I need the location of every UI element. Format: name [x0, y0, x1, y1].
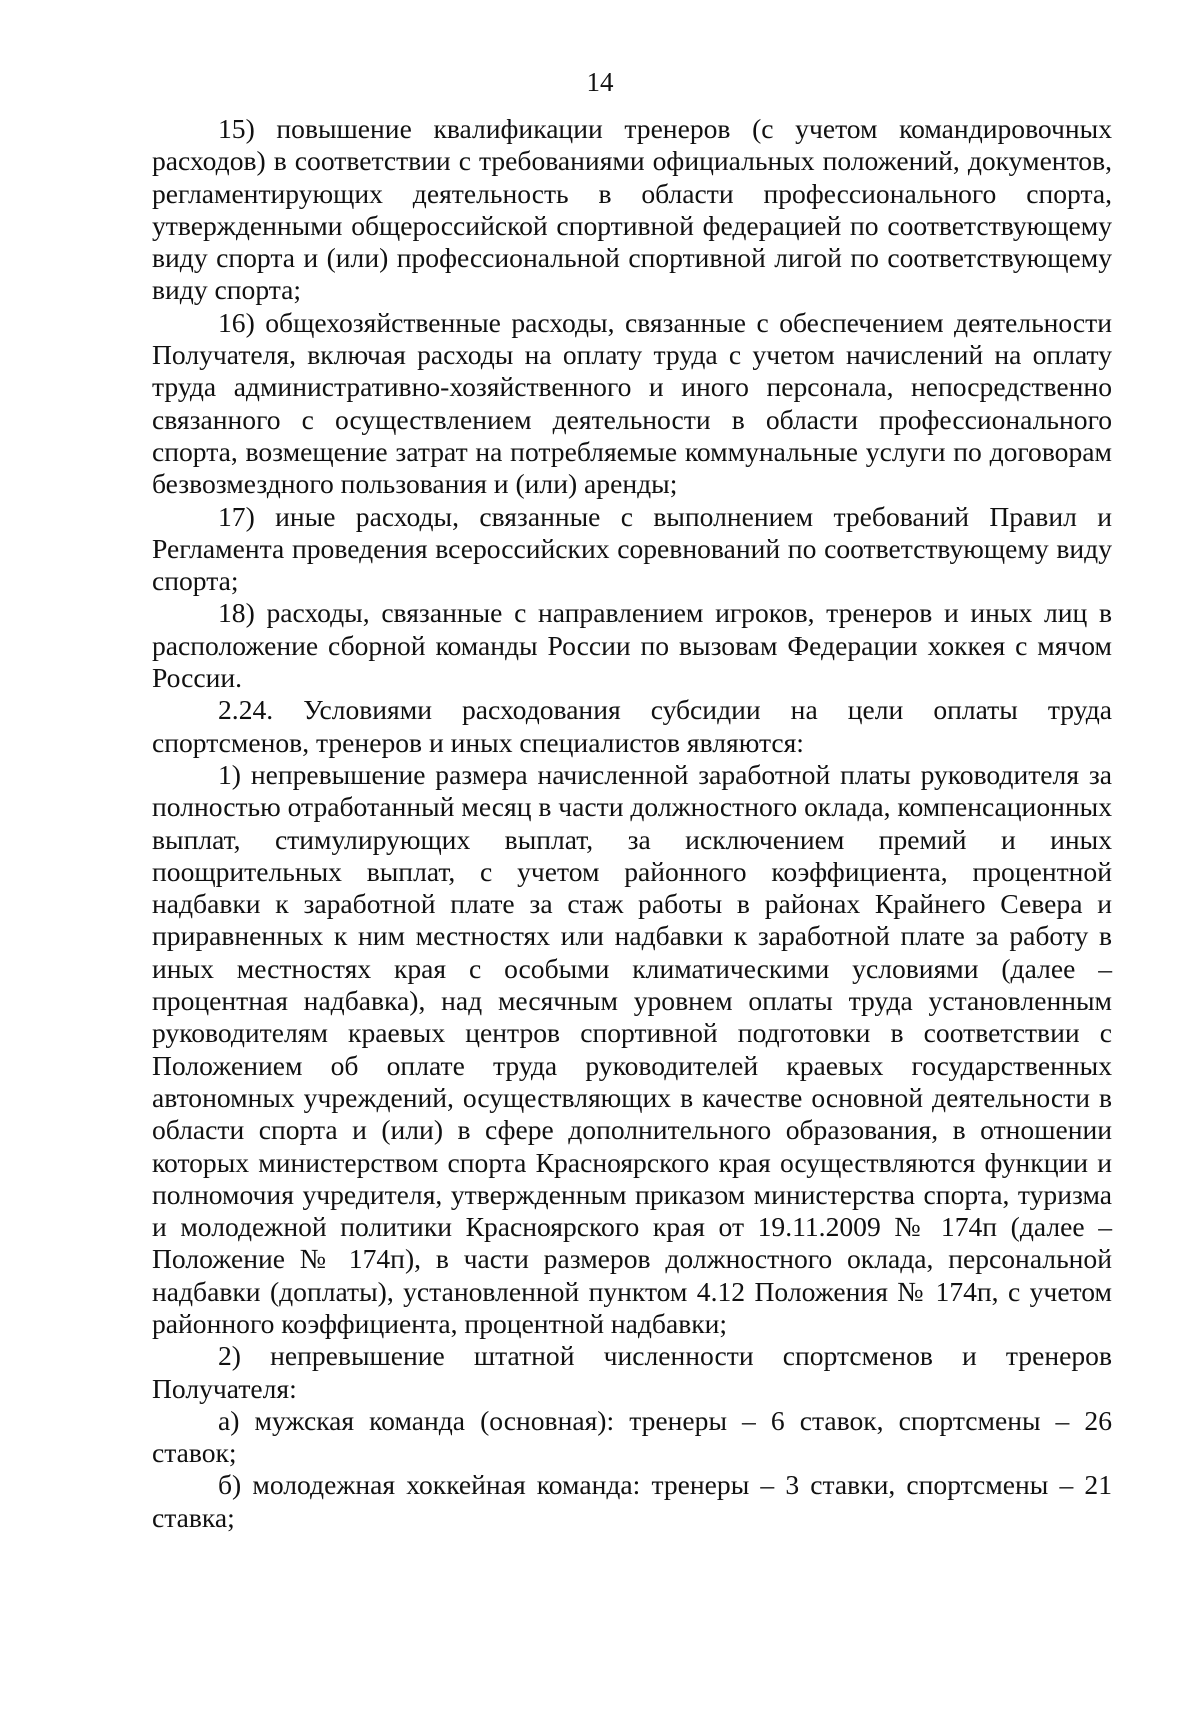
- document-body: [152, 113, 1112, 1534]
- paragraph-subitem-a: а) мужская команда (основная): тренеры – 6 ставок, спортсмены – 26 ставок;: [152, 1404, 1112, 1469]
- paragraph-condition-2: 2) непревышение штатной численности спортсменов и тренеров Получателя:: [152, 1340, 1112, 1404]
- paragraph-clause-2-24: 2.24. Условиями расходования субсидии на цели оплаты труда спортсменов, тренеров и иных специалистов являются:: [152, 694, 1112, 758]
- page-number: 14: [586, 67, 614, 97]
- paragraph-subitem-b: б) молодежная хоккейная команда: тренеры – 3 ставки, спортсмены – 21 ставка;: [152, 1469, 1112, 1533]
- paragraph-item-15: 15) повышение квалификации тренеров (с учетом командировочных расходов) в соответствии с требованиями официальных положений, документов, регламентирующих деятельность в области профессионального спорта, утвержденными общероссийской спортивной федерацией по соответствующему виду спорта и (или) профессиональной спортивной лигой по соответствующему виду спорта;: [152, 113, 1112, 306]
- paragraph-item-18: 18) расходы, связанные с направлением игроков, тренеров и иных лиц в расположение сборной команды России по вызовам Федерации хоккея с мячом России.: [152, 597, 1112, 694]
- paragraph-item-17: 17) иные расходы, связанные с выполнением требований Правил и Регламента проведения всероссийских соревнований по соответствующему виду спорта;: [152, 500, 1112, 597]
- paragraph-item-16: 16) общехозяйственные расходы, связанные с обеспечением деятельности Получателя, включая расходы на оплату труда с учетом начислений на оплату труда административно-хозяйственного и иного персонала, непосредственно связанного с осуществлением деятельности в области профессионального спорта, возмещение затрат на потребляемые коммунальные услуги по договорам безвозмездного пользования и (или) аренды;: [152, 306, 1112, 500]
- paragraph-condition-1: 1) непревышение размера начисленной заработной платы руководителя за полностью отработанный месяц в части должностного оклада, компенсационных выплат, стимулирующих выплат, за исключением премий и иных поощрительных выплат, с учетом районного коэффициента, процентной надбавки к заработной плате за стаж работы в районах Крайнего Севера и приравненных к ним местностях или надбавки к заработной плате за работу в иных местностях края с особыми климатическими условиями (далее – процентная надбавка), над месячным уровнем оплаты труда установленным руководителям краевых центров спортивной подготовки в соответствии с Положением об оплате труда руководителей краевых государственных автономных учреждений, осуществляющих в качестве основной деятельности в области спорта и (или) в сфере дополнительного образования, в отношении которых министерством спорта Красноярского края осуществляются функции и полномочия учредителя, утвержденным приказом министерства спорта, туризма и молодежной политики Красноярского края от 19.11.2009 № 174п (далее – Положение № 174п), в части размеров должностного оклада, персональной надбавки (доплаты), установленной пунктом 4.12 Положения № 174п, с учетом районного коэффициента, процентной надбавки;: [152, 758, 1112, 1339]
